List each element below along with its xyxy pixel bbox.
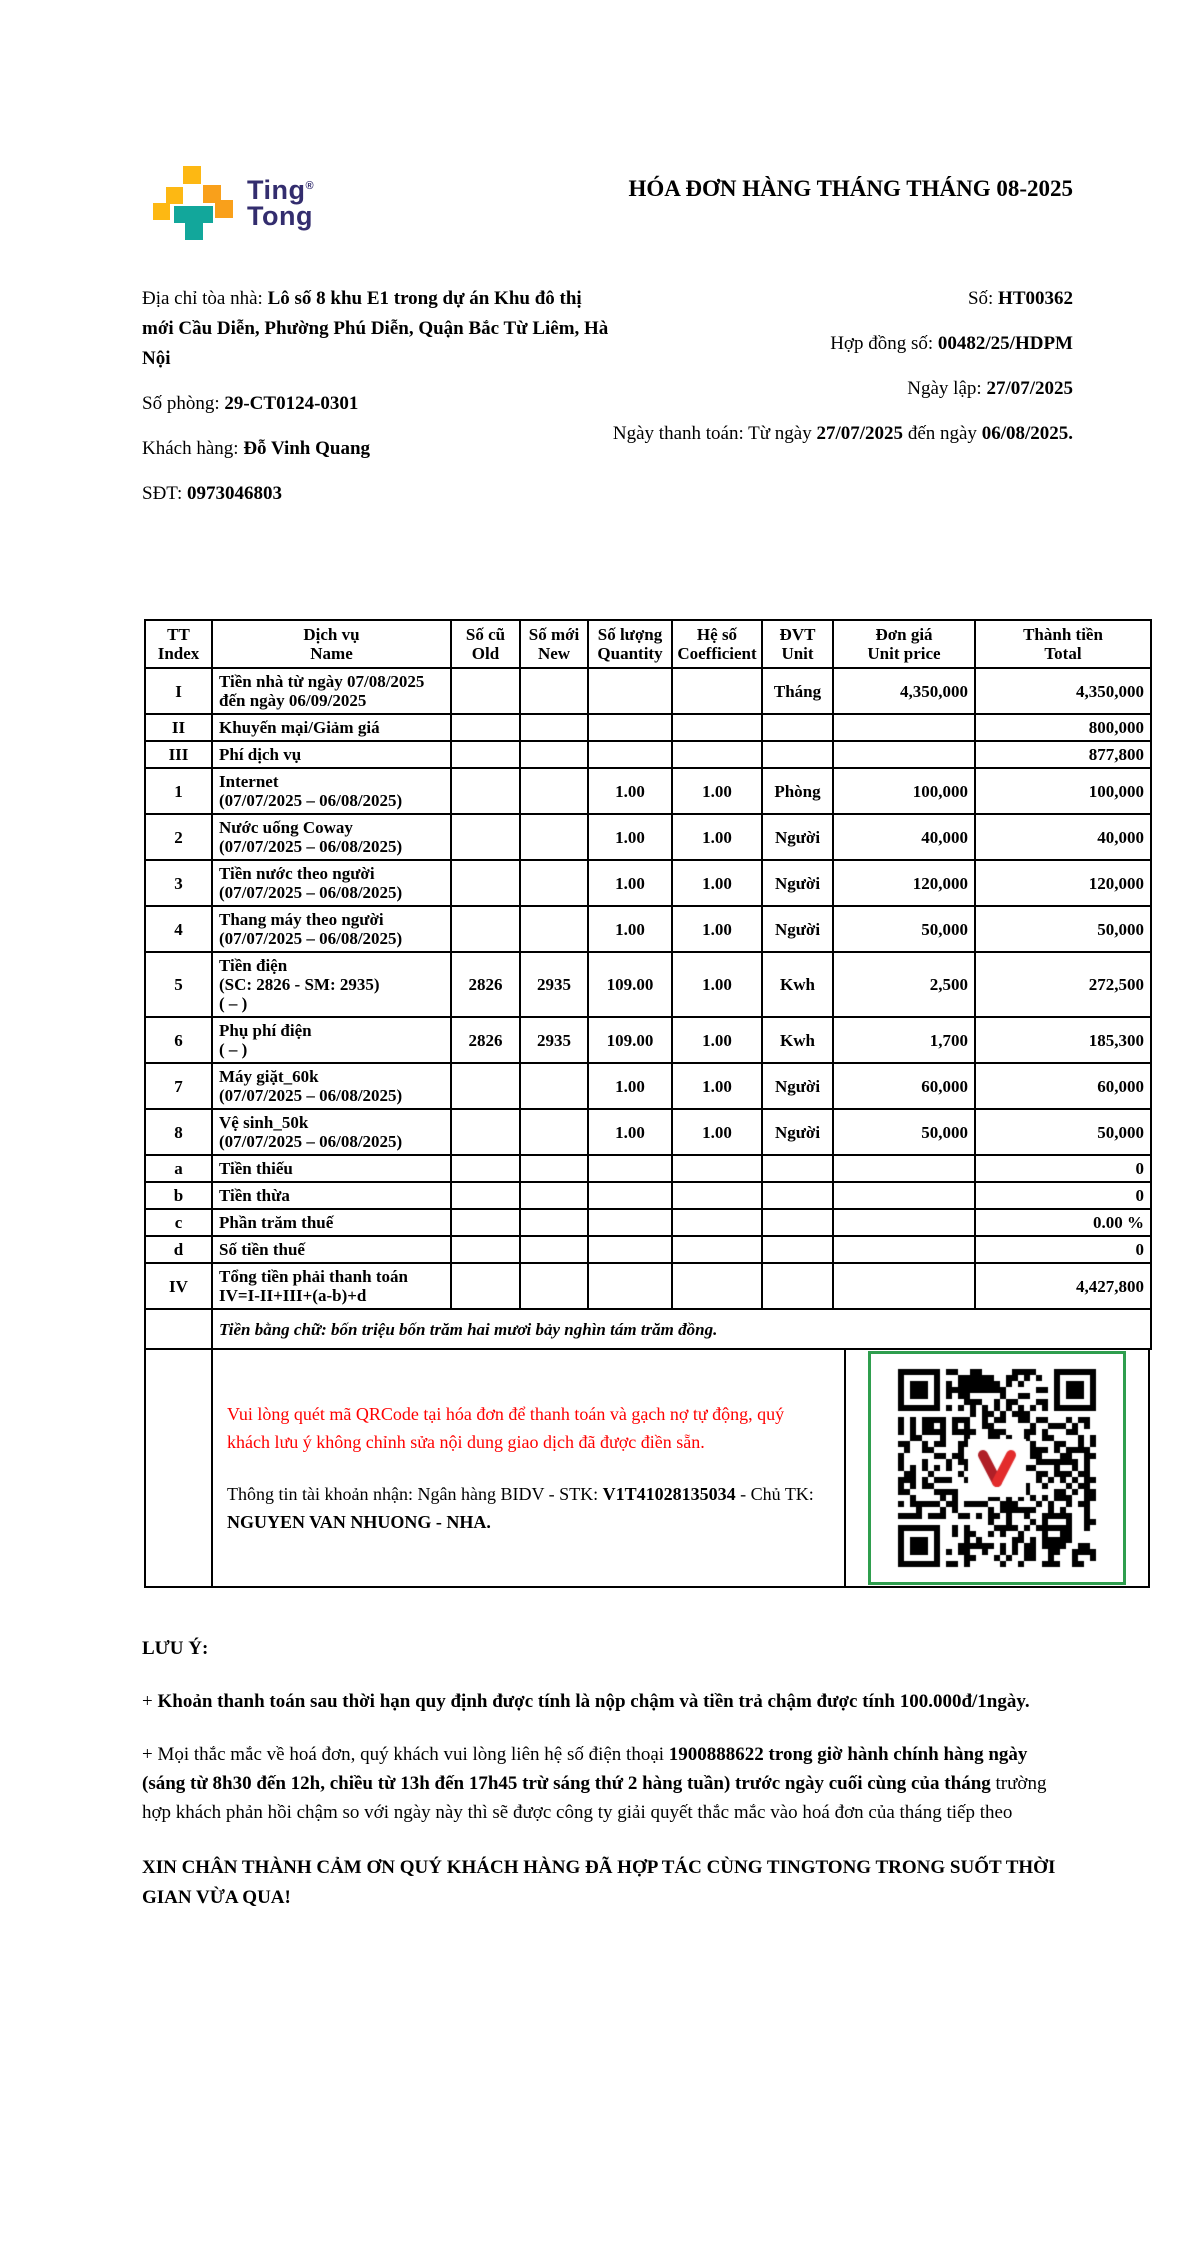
col-header-new: Số mới New xyxy=(520,620,588,668)
cell-new xyxy=(520,1182,588,1209)
cell-unit: Người xyxy=(762,1109,833,1155)
table-row-a xyxy=(145,1155,1151,1182)
cell-empty-index xyxy=(145,1309,212,1349)
cell-coefficient: 1.00 xyxy=(672,1017,762,1063)
cell-new xyxy=(520,860,588,906)
info-line: SĐT: 0973046803 xyxy=(142,483,282,504)
invoice-info xyxy=(0,240,1200,524)
invoice-table-body xyxy=(145,668,1151,1309)
qr-code xyxy=(895,1366,1099,1570)
cell-quantity: 1.00 xyxy=(588,906,672,952)
cell-quantity: 1.00 xyxy=(588,860,672,906)
cell-new xyxy=(520,741,588,768)
cell-unit-price: 50,000 xyxy=(833,1109,975,1155)
col-header-unit: ĐVT Unit xyxy=(762,620,833,668)
table-row-8 xyxy=(145,1109,1151,1155)
cell-index: c xyxy=(145,1209,212,1236)
cell-index: d xyxy=(145,1236,212,1263)
cell-coefficient xyxy=(672,1236,762,1263)
bank-account-info: Thông tin tài khoản nhận: Ngân hàng BIDV - STK: V1T41028135034 - Chủ TK: NGUYEN VAN NHUONG - NHA. xyxy=(227,1484,814,1532)
cell-empty-index xyxy=(146,1350,213,1586)
cell-name: Phần trăm thuế xyxy=(212,1209,451,1236)
cell-unit: Người xyxy=(762,1063,833,1109)
cell-old xyxy=(451,1236,520,1263)
cell-old xyxy=(451,768,520,814)
invoice-table-header-row xyxy=(145,620,1151,668)
cell-name: Tổng tiền phải thanh toán IV=I-II+III+(a-b)+d xyxy=(212,1263,451,1309)
cell-index: 6 xyxy=(145,1017,212,1063)
table-row-2 xyxy=(145,814,1151,860)
notes-heading: LƯU Ý: xyxy=(142,1638,209,1659)
cell-index: 1 xyxy=(145,768,212,814)
cell-quantity xyxy=(588,1182,672,1209)
cell-old xyxy=(451,714,520,741)
cell-old xyxy=(451,1182,520,1209)
cell-quantity: 1.00 xyxy=(588,1063,672,1109)
cell-quantity xyxy=(588,1209,672,1236)
payment-qr-row xyxy=(144,1348,1150,1588)
tingtong-logo-icon xyxy=(153,166,233,240)
table-row-6 xyxy=(145,1017,1151,1063)
cell-index: III xyxy=(145,741,212,768)
cell-unit: Phòng xyxy=(762,768,833,814)
table-row-1 xyxy=(145,768,1151,814)
tingtong-logo xyxy=(153,166,314,240)
cell-coefficient xyxy=(672,668,762,714)
cell-unit-price: 4,350,000 xyxy=(833,668,975,714)
cell-unit-price xyxy=(833,1209,975,1236)
cell-quantity xyxy=(588,741,672,768)
cell-total: 50,000 xyxy=(975,1109,1151,1155)
cell-index: 8 xyxy=(145,1109,212,1155)
invoice-title: HÓA ĐƠN HÀNG THÁNG THÁNG 08-2025 xyxy=(628,176,1073,201)
col-header-coefficient: Hệ số Coefficient xyxy=(672,620,762,668)
logo-pixel xyxy=(174,206,213,223)
cell-index: 2 xyxy=(145,814,212,860)
cell-total: 877,800 xyxy=(975,741,1151,768)
cell-coefficient: 1.00 xyxy=(672,814,762,860)
table-row-d xyxy=(145,1236,1151,1263)
logo-pixel xyxy=(215,200,233,218)
cell-name: Khuyến mại/Giảm giá xyxy=(212,714,451,741)
cell-unit-price: 100,000 xyxy=(833,768,975,814)
cell-unit-price xyxy=(833,1236,975,1263)
customer-info xyxy=(142,284,612,524)
thank-you-message: XIN CHÂN THÀNH CẢM ƠN QUÝ KHÁCH HÀNG ĐÃ HỢP TÁC CÙNG TINGTONG TRONG SUỐT THỜI GIAN VỪA QUA! xyxy=(142,1857,1056,1908)
cell-name: Máy giặt_60k (07/07/2025 – 06/08/2025) xyxy=(212,1063,451,1109)
cell-total: 0 xyxy=(975,1182,1151,1209)
cell-quantity xyxy=(588,714,672,741)
cell-unit-price: 2,500 xyxy=(833,952,975,1017)
cell-old xyxy=(451,1109,520,1155)
cell-index: I xyxy=(145,668,212,714)
table-row-III xyxy=(145,741,1151,768)
note-hotline: + Mọi thắc mắc về hoá đơn, quý khách vui lòng liên hệ số điện thoại 1900888622 trong giờ hành chính hàng ngày (sáng từ 8h30 đến 12h, chiều từ 13h đến 17h45 trừ sáng thứ 2 hàng tuần) trước ngày cuối cùng của tháng trường hợp khách phản hồi chậm so với ngày này thì sẽ được công ty giải quyết thắc mắc vào hoá đơn của tháng tiếp theo xyxy=(142,1744,1047,1823)
cell-coefficient: 1.00 xyxy=(672,768,762,814)
cell-new xyxy=(520,1155,588,1182)
cell-unit: Kwh xyxy=(762,952,833,1017)
cell-quantity xyxy=(588,668,672,714)
cell-name: Phụ phí điện ( – ) xyxy=(212,1017,451,1063)
cell-old xyxy=(451,906,520,952)
cell-total: 50,000 xyxy=(975,906,1151,952)
invoice-meta xyxy=(612,284,1073,524)
info-line: Ngày lập: 27/07/2025 xyxy=(907,378,1073,399)
cell-unit xyxy=(762,1155,833,1182)
cell-coefficient: 1.00 xyxy=(672,1063,762,1109)
cell-unit-price: 40,000 xyxy=(833,814,975,860)
col-header-old: Số cũ Old xyxy=(451,620,520,668)
cell-name: Tiền thiếu xyxy=(212,1155,451,1182)
cell-coefficient xyxy=(672,1209,762,1236)
cell-coefficient xyxy=(672,714,762,741)
table-row-I xyxy=(145,668,1151,714)
cell-coefficient: 1.00 xyxy=(672,906,762,952)
info-line: Hợp đồng số: 00482/25/HDPM xyxy=(830,333,1073,354)
cell-new xyxy=(520,1063,588,1109)
cell-total: 120,000 xyxy=(975,860,1151,906)
cell-name: Phí dịch vụ xyxy=(212,741,451,768)
table-row-II xyxy=(145,714,1151,741)
cell-name: Tiền điện (SC: 2826 - SM: 2935) ( – ) xyxy=(212,952,451,1017)
cell-quantity: 1.00 xyxy=(588,814,672,860)
registered-mark: ® xyxy=(305,179,315,192)
cell-unit: Người xyxy=(762,906,833,952)
cell-coefficient: 1.00 xyxy=(672,1109,762,1155)
cell-coefficient xyxy=(672,1155,762,1182)
table-row-7 xyxy=(145,1063,1151,1109)
cell-index: II xyxy=(145,714,212,741)
cell-unit: Kwh xyxy=(762,1017,833,1063)
cell-old xyxy=(451,668,520,714)
tingtong-logo-text: Ting® Tong xyxy=(247,174,315,231)
cell-quantity: 109.00 xyxy=(588,1017,672,1063)
cell-name: Thang máy theo người (07/07/2025 – 06/08/2025) xyxy=(212,906,451,952)
cell-name: Internet (07/07/2025 – 06/08/2025) xyxy=(212,768,451,814)
charges-table xyxy=(144,619,1152,1350)
info-line: Khách hàng: Đỗ Vinh Quang xyxy=(142,438,371,459)
cell-quantity: 1.00 xyxy=(588,768,672,814)
cell-index: 3 xyxy=(145,860,212,906)
cell-quantity: 109.00 xyxy=(588,952,672,1017)
cell-new xyxy=(520,906,588,952)
info-line: Số phòng: 29-CT0124-0301 xyxy=(142,393,359,414)
info-line: Ngày thanh toán: Từ ngày 27/07/2025 đến ngày 06/08/2025. xyxy=(612,423,1073,444)
cell-unit xyxy=(762,1236,833,1263)
col-header-total: Thành tiền Total xyxy=(975,620,1151,668)
invoice-qr-note: Vui lòng quét mã QRCode tại hóa đơn để thanh toán và gạch nợ tự động, quý khách lưu ý không chỉnh sửa nội dung giao dịch đã được điền sẵn. xyxy=(227,1404,785,1452)
table-row-IV xyxy=(145,1263,1151,1309)
cell-old xyxy=(451,741,520,768)
cell-unit xyxy=(762,1209,833,1236)
cell-total: 4,427,800 xyxy=(975,1263,1151,1309)
cell-new xyxy=(520,1263,588,1309)
table-row-c xyxy=(145,1209,1151,1236)
cell-total: 100,000 xyxy=(975,768,1151,814)
cell-unit-price xyxy=(833,1263,975,1309)
col-header-name: Dịch vụ Name xyxy=(212,620,451,668)
cell-quantity: 1.00 xyxy=(588,1109,672,1155)
logo-pixel xyxy=(183,166,201,184)
amount-in-words: Tiền bằng chữ: bốn triệu bốn trăm hai mươi bảy nghìn tám trăm đồng. xyxy=(212,1309,1151,1349)
cell-new: 2935 xyxy=(520,952,588,1017)
page-header xyxy=(0,0,1200,240)
cell-total: 272,500 xyxy=(975,952,1151,1017)
logo-pixel xyxy=(166,187,183,204)
cell-unit-price: 1,700 xyxy=(833,1017,975,1063)
cell-unit-price: 60,000 xyxy=(833,1063,975,1109)
cell-name: Tiền nước theo người (07/07/2025 – 06/08/2025) xyxy=(212,860,451,906)
logo-pixel xyxy=(153,203,170,220)
cell-old xyxy=(451,814,520,860)
cell-old xyxy=(451,1209,520,1236)
cell-index: a xyxy=(145,1155,212,1182)
cell-total: 0 xyxy=(975,1236,1151,1263)
cell-name: Số tiền thuế xyxy=(212,1236,451,1263)
col-header-unit-price: Đơn giá Unit price xyxy=(833,620,975,668)
cell-new xyxy=(520,1236,588,1263)
cell-unit-price: 120,000 xyxy=(833,860,975,906)
col-header-quantity: Số lượng Quantity xyxy=(588,620,672,668)
cell-name: Tiền nhà từ ngày 07/08/2025 đến ngày 06/09/2025 xyxy=(212,668,451,714)
cell-name: Tiền thừa xyxy=(212,1182,451,1209)
cell-new xyxy=(520,814,588,860)
cell-total: 0 xyxy=(975,1155,1151,1182)
cell-unit-price: 50,000 xyxy=(833,906,975,952)
cell-new xyxy=(520,768,588,814)
cell-quantity xyxy=(588,1155,672,1182)
cell-old xyxy=(451,1155,520,1182)
logo-pixel xyxy=(185,222,203,240)
cell-index: b xyxy=(145,1182,212,1209)
info-line: Địa chỉ tòa nhà: Lô số 8 khu E1 trong dự án Khu đô thị mới Cầu Diễn, Phường Phú Diễn, Quận Bắc Từ Liêm, Hà Nội xyxy=(142,288,609,369)
cell-name: Nước uống Coway (07/07/2025 – 06/08/2025) xyxy=(212,814,451,860)
cell-old xyxy=(451,1063,520,1109)
cell-unit: Người xyxy=(762,814,833,860)
cell-index: IV xyxy=(145,1263,212,1309)
cell-quantity xyxy=(588,1236,672,1263)
cell-quantity xyxy=(588,1263,672,1309)
charges-table-wrap xyxy=(144,619,1150,1588)
cell-coefficient xyxy=(672,1182,762,1209)
cell-unit xyxy=(762,1263,833,1309)
col-header-index: TT Index xyxy=(145,620,212,668)
cell-index: 4 xyxy=(145,906,212,952)
cell-total: 0.00 % xyxy=(975,1209,1151,1236)
cell-unit-price xyxy=(833,741,975,768)
cell-total: 800,000 xyxy=(975,714,1151,741)
cell-unit-price xyxy=(833,1182,975,1209)
info-line: Số: HT00362 xyxy=(967,288,1073,309)
cell-name: Vệ sinh_50k (07/07/2025 – 06/08/2025) xyxy=(212,1109,451,1155)
cell-new xyxy=(520,668,588,714)
qr-cell xyxy=(846,1350,1148,1586)
cell-unit-price xyxy=(833,714,975,741)
cell-total: 185,300 xyxy=(975,1017,1151,1063)
cell-unit xyxy=(762,1182,833,1209)
cell-total: 4,350,000 xyxy=(975,668,1151,714)
cell-coefficient xyxy=(672,1263,762,1309)
cell-unit xyxy=(762,741,833,768)
cell-new: 2935 xyxy=(520,1017,588,1063)
cell-coefficient: 1.00 xyxy=(672,860,762,906)
cell-index: 5 xyxy=(145,952,212,1017)
table-row-5 xyxy=(145,952,1151,1017)
cell-total: 40,000 xyxy=(975,814,1151,860)
qr-code-frame xyxy=(868,1351,1126,1585)
payment-note-cell xyxy=(213,1350,846,1586)
table-row-4 xyxy=(145,906,1151,952)
cell-unit xyxy=(762,714,833,741)
cell-coefficient: 1.00 xyxy=(672,952,762,1017)
cell-total: 60,000 xyxy=(975,1063,1151,1109)
note-late-payment: + Khoản thanh toán sau thời hạn quy định được tính là nộp chậm và tiền trả chậm được tính 100.000đ/1ngày. xyxy=(142,1691,1030,1712)
amount-in-words-row xyxy=(145,1309,1151,1349)
cell-old: 2826 xyxy=(451,1017,520,1063)
cell-new xyxy=(520,1109,588,1155)
cell-unit: Tháng xyxy=(762,668,833,714)
cell-old xyxy=(451,860,520,906)
cell-unit: Người xyxy=(762,860,833,906)
cell-index: 7 xyxy=(145,1063,212,1109)
table-row-b xyxy=(145,1182,1151,1209)
cell-unit-price xyxy=(833,1155,975,1182)
cell-new xyxy=(520,1209,588,1236)
table-row-3 xyxy=(145,860,1151,906)
cell-coefficient xyxy=(672,741,762,768)
cell-old: 2826 xyxy=(451,952,520,1017)
cell-old xyxy=(451,1263,520,1309)
cell-new xyxy=(520,714,588,741)
footer-notes xyxy=(0,1588,1200,1913)
